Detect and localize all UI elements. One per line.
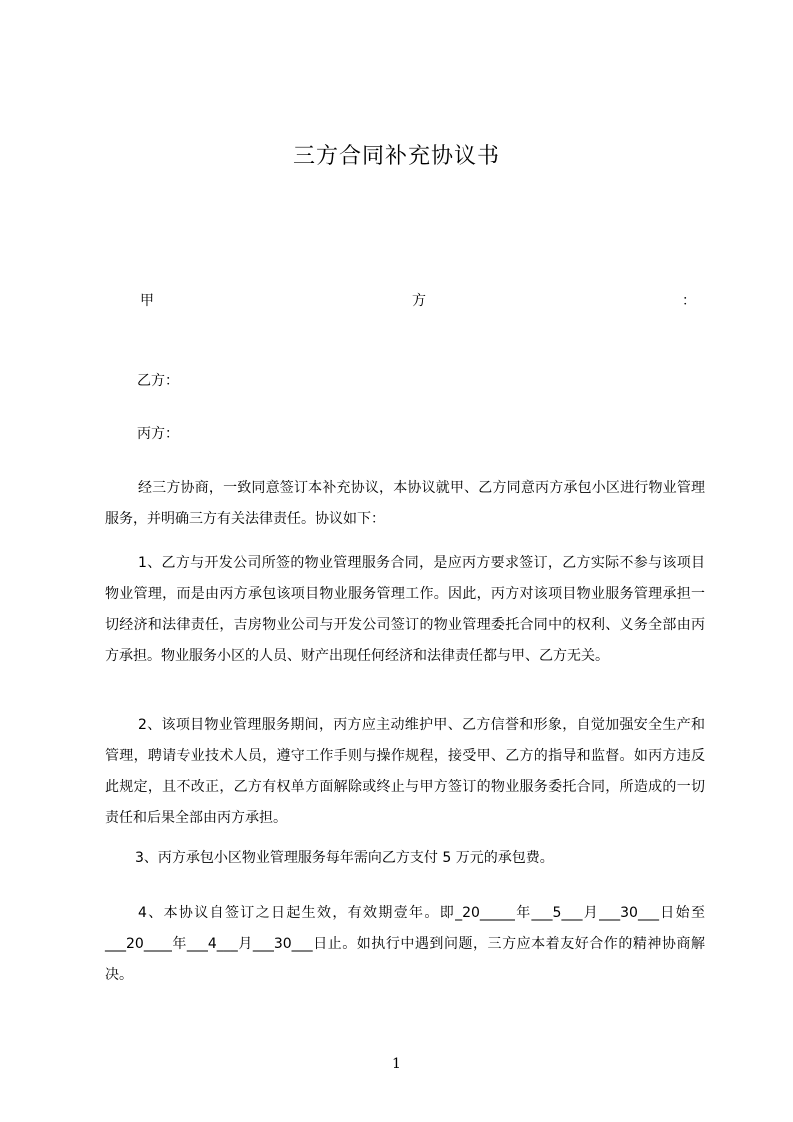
party-a-line [140, 289, 696, 313]
party-c-line: 丙方： [137, 426, 179, 442]
clause-2-paragraph: 2、该项目物业管理服务期间，丙方应主动维护甲、乙方信誉和形象，自觉加强安全生产和管理，聘请专业技术人员，遵守工作手则与操作规程，接受甲、乙方的指导和监督。如丙方违反此规定，且不改正，乙方有权单方面解除或终止与甲方签订的物业服务委托合同，所造成的一切责任和后果全部由丙方承担。 [105, 717, 705, 826]
document-title: 三方合同补充协议书 [292, 144, 500, 169]
clause-3-paragraph: 3、丙方承包小区物业管理服务每年需向乙方支付 5 万元的承包费。 [135, 850, 554, 866]
party-b-line: 乙方： [137, 373, 179, 389]
clause-4-paragraph: 4、本协议自签订之日起生效，有效期壹年。即_20_____年___5___月___30___日始至___20____年___4___月___30___日止。如执行中遇到问题，三方应本着友好合作的精神协商解决。 [105, 905, 705, 983]
intro-paragraph: 经三方协商，一致同意签订本补充协议，本协议就甲、乙方同意丙方承包小区进行物业管理服务，并明确三方有关法律责任。协议如下： [105, 480, 705, 527]
party-a-label-char-2: 方 [412, 293, 426, 309]
party-a-label-colon: ： [682, 293, 696, 309]
party-a-label-char-1: 甲 [140, 293, 154, 309]
page-number: 1 [392, 1056, 401, 1072]
clause-1-paragraph: 1、乙方与开发公司所签的物业管理服务合同，是应丙方要求签订，乙方实际不参与该项目物业管理，而是由丙方承包该项目物业服务管理工作。因此，丙方对该项目物业服务管理承担一切经济和法律责任，吉房物业公司与开发公司签订的物业管理委托合同中的权利、义务全部由丙方承担。物业服务小区的人员、财产出现任何经济和法律责任都与甲、乙方无关。 [105, 555, 705, 664]
